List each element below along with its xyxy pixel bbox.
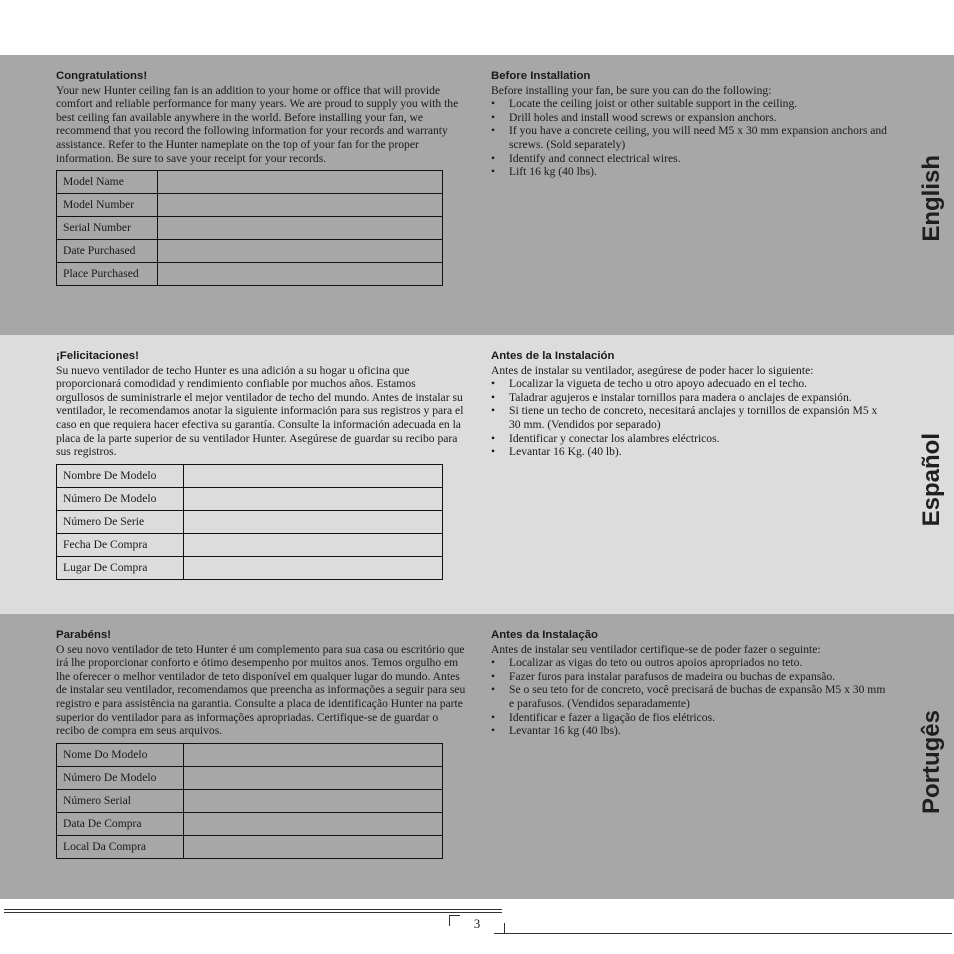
english-before-intro: Before installing your fan, be sure you can do the following: (491, 83, 772, 97)
table-row (57, 171, 443, 194)
espanol-record-table (56, 464, 443, 580)
portugues-language-label: Portugês (918, 710, 945, 815)
table-label: Número De Serie (57, 510, 184, 533)
table-label: Nome Do Modelo (57, 743, 184, 766)
table-label: Número De Modelo (57, 487, 184, 510)
list-item: • Localizar as vigas do teto ou outros apoios apropriados no teto. (491, 656, 891, 670)
list-item: • Localizar la vigueta de techo u otro apoyo adecuado en el techo. (491, 377, 891, 391)
english-bullet-list (491, 97, 891, 179)
table-row (57, 240, 443, 263)
english-before-installation (491, 70, 891, 179)
portugues-before-intro: Antes de instalar seu ventilador certifique-se de poder fazer o seguinte: (491, 642, 821, 656)
table-label: Model Number (57, 194, 158, 217)
list-item: • Identificar y conectar los alambres eléctricos. (491, 432, 891, 446)
table-row (57, 487, 443, 510)
table-row (57, 217, 443, 240)
table-entry-cell (158, 171, 443, 194)
table-label: Fecha De Compra (57, 533, 184, 556)
table-entry-cell (158, 217, 443, 240)
table-entry-cell (184, 812, 443, 835)
portugues-congratulations (56, 629, 466, 859)
table-label: Número Serial (57, 789, 184, 812)
portugues-before-heading: Antes da Instalação (491, 629, 598, 641)
table-entry-cell (184, 556, 443, 579)
footer-rule-bottom (4, 912, 502, 913)
table-entry-cell (184, 835, 443, 858)
table-entry-cell (184, 766, 443, 789)
footer-rule-top (4, 909, 502, 910)
espanol-congratulations (56, 350, 466, 580)
english-congrats-heading: Congratulations! (56, 70, 148, 82)
espanol-congrats-text: Su nuevo ventilador de techo Hunter es una adición a su hogar u oficina que proporcionará comodidad y rendimiento confiable por muchos años. Estamos orgullosos de suministrarle el mejor ventilador de techo del mundo. Antes de instalar su ventilador, le recomendamos anotar la siguiente información para sus registros y para el caso en que requiera hacer efectiva su garantía. Consulte la información adecuada en la placa de la parte superior de su ventilador Hunter. Asegúrese de guardar su recibo para sus registros. (56, 363, 464, 459)
list-item: • Identify and connect electrical wires. (491, 152, 891, 166)
english-congrats-text: Your new Hunter ceiling fan is an addition to your home or office that will provide comfort and reliable performance for many years. We are proud to supply you with the best ceiling fan available anywhere in the world. Before installing your fan, we recommend that you record the following information for your records and warranty assistance. Refer to the Hunter nameplate on the top of your fan for the proper information. Be sure to save your receipt for your records. (56, 83, 459, 165)
table-label: Número De Modelo (57, 766, 184, 789)
list-item: • Si tiene un techo de concreto, necesitará anclajes y tornillos de expansión M5 x 30 mm. (Vendidos por separado) (491, 404, 891, 431)
espanol-congrats-heading: ¡Felicitaciones! (56, 350, 139, 362)
table-row (57, 835, 443, 858)
list-item: • Lift 16 kg (40 lbs). (491, 165, 891, 179)
list-item: • Levantar 16 kg (40 lbs). (491, 724, 891, 738)
table-entry-cell (184, 487, 443, 510)
espanol-before-installation (491, 350, 891, 459)
table-label: Place Purchased (57, 263, 158, 286)
english-section (0, 55, 954, 335)
table-entry-cell (158, 194, 443, 217)
table-label: Date Purchased (57, 240, 158, 263)
table-entry-cell (184, 510, 443, 533)
espanol-language-label: Español (918, 433, 945, 527)
list-item: • Se o seu teto for de concreto, você precisará de buchas de expansão M5 x 30 mm e parafusos. (Vendidos separadamente) (491, 683, 891, 710)
list-item: • Drill holes and install wood screws or expansion anchors. (491, 111, 891, 125)
table-row (57, 766, 443, 789)
portugues-before-installation (491, 629, 891, 738)
english-before-heading: Before Installation (491, 70, 591, 82)
table-label: Nombre De Modelo (57, 464, 184, 487)
table-row (57, 533, 443, 556)
espanol-section (0, 335, 954, 614)
table-label: Model Name (57, 171, 158, 194)
list-item: • Levantar 16 Kg. (40 lb). (491, 445, 891, 459)
table-label: Serial Number (57, 217, 158, 240)
list-item: • If you have a concrete ceiling, you will need M5 x 30 mm expansion anchors and screws. (Sold separately) (491, 124, 891, 151)
table-row (57, 464, 443, 487)
table-entry-cell (158, 240, 443, 263)
table-entry-cell (184, 743, 443, 766)
portugues-bullet-list (491, 656, 891, 738)
table-row (57, 510, 443, 533)
portugues-record-table (56, 743, 443, 859)
espanol-before-intro: Antes de instalar su ventilador, asegúrese de poder hacer lo siguiente: (491, 363, 814, 377)
table-row (57, 789, 443, 812)
english-congratulations (56, 70, 466, 286)
portugues-section (0, 614, 954, 899)
table-entry-cell (184, 464, 443, 487)
table-label: Data De Compra (57, 812, 184, 835)
portugues-congrats-heading: Parabéns! (56, 629, 112, 641)
table-entry-cell (184, 789, 443, 812)
table-row (57, 812, 443, 835)
list-item: • Identificar e fazer a ligação de fios elétricos. (491, 711, 891, 725)
espanol-bullet-list (491, 377, 891, 459)
table-row (57, 194, 443, 217)
footer-rule-right (502, 933, 952, 934)
table-entry-cell (158, 263, 443, 286)
portugues-congrats-text: O seu novo ventilador de teto Hunter é um complemento para sua casa ou escritório que irá lhe proporcionar conforto e ótimo desempenho por muitos anos. Temos orgulho em lhe oferecer o melhor ventilador de teto disponível em qualquer lugar do mundo. Antes de instalar seu ventilador, recomendamos que preencha as informações a seguir para seu registro e para assistência na garantia. Consulte a placa de identificação Hunter na parte superior do ventilador para as informações apropriadas. Certifique-se de guardar o recibo de compra em seus arquivos. (56, 642, 466, 738)
list-item: • Fazer furos para instalar parafusos de madeira ou buchas de expansão. (491, 670, 891, 684)
table-label: Local Da Compra (57, 835, 184, 858)
list-item: • Locate the ceiling joist or other suitable support in the ceiling. (491, 97, 891, 111)
table-row (57, 556, 443, 579)
table-row (57, 263, 443, 286)
table-entry-cell (184, 533, 443, 556)
table-row (57, 743, 443, 766)
table-label: Lugar De Compra (57, 556, 184, 579)
list-item: • Taladrar agujeros e instalar tornillos para madera o anclajes de expansión. (491, 391, 891, 405)
espanol-before-heading: Antes de la Instalación (491, 350, 615, 362)
english-language-label: English (918, 155, 945, 242)
english-record-table (56, 170, 443, 286)
page-number: 3 (473, 916, 481, 931)
